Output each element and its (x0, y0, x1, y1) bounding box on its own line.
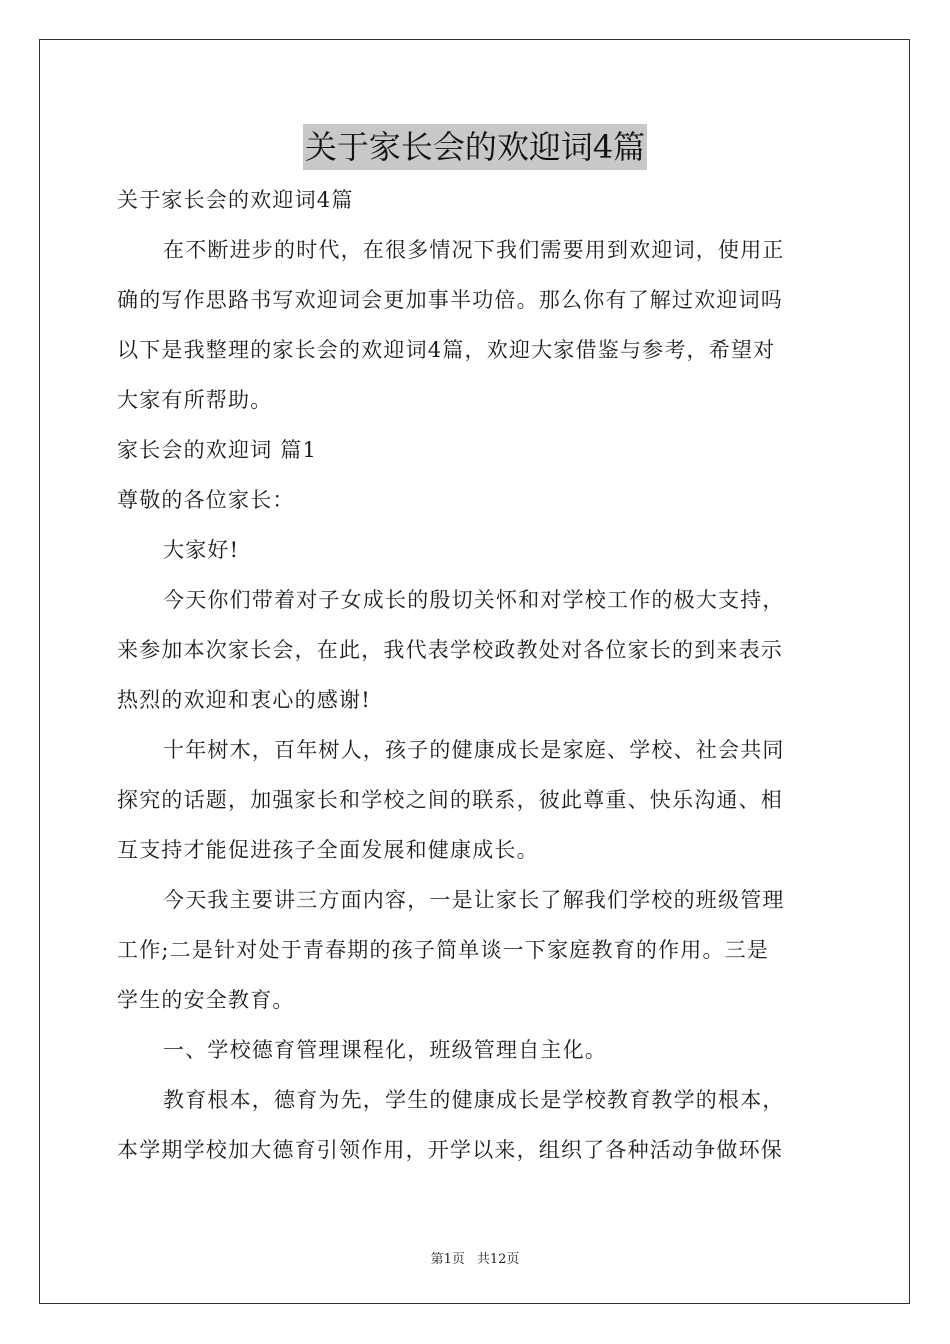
page-total: 共12页 (476, 1252, 520, 1267)
text-line: 以下是我整理的家长会的欢迎词4篇，欢迎大家借鉴与参考，希望对 (117, 338, 776, 362)
text-line: 确的写作思路书写欢迎词会更加事半功倍。那么你有了解过欢迎词吗 (117, 288, 783, 312)
text-line: 今天你们带着对子女成长的殷切关怀和对学校工作的极大支持， (163, 588, 785, 612)
text-line: 在不断进步的时代，在很多情况下我们需要用到欢迎词，使用正 (163, 238, 785, 262)
text-line: 学生的安全教育。 (117, 988, 295, 1012)
text-line: 工作;二是针对处于青春期的孩子简单谈一下家庭教育的作用。三是 (117, 938, 770, 962)
text-line: 教育根本，德育为先，学生的健康成长是学校教育教学的根本， (163, 1088, 785, 1112)
text-line: 关于家长会的欢迎词4篇 (117, 188, 354, 212)
text-line: 十年树木，百年树人，孩子的健康成长是家庭、学校、社会共同 (163, 738, 785, 762)
text-line: 一、学校德育管理课程化，班级管理自主化。 (163, 1038, 607, 1062)
text-line: 来参加本次家长会，在此，我代表学校政教处对各位家长的到来表示 (117, 638, 783, 662)
page-number: 第1页 (430, 1252, 465, 1267)
text-line: 本学期学校加大德育引领作用，开学以来，组织了各种活动争做环保 (117, 1138, 783, 1162)
salutation: 尊敬的各位家长： (117, 488, 295, 512)
text-line: 大家有所帮助。 (117, 388, 273, 412)
document-body (117, 175, 833, 1175)
text-line: 热烈的欢迎和衷心的感谢! (117, 688, 371, 712)
title-wrap (0, 124, 950, 170)
page-footer (0, 1248, 950, 1267)
text-line: 互支持才能促进孩子全面发展和健康成长。 (117, 838, 539, 862)
text-line: 大家好! (163, 538, 240, 562)
document-title: 关于家长会的欢迎词4篇 (303, 124, 647, 170)
text-line: 探究的话题，加强家长和学校之间的联系，彼此尊重、快乐沟通、相 (117, 788, 783, 812)
text-line: 今天我主要讲三方面内容，一是让家长了解我们学校的班级管理 (163, 888, 785, 912)
section-heading: 家长会的欢迎词 篇1 (117, 438, 318, 462)
